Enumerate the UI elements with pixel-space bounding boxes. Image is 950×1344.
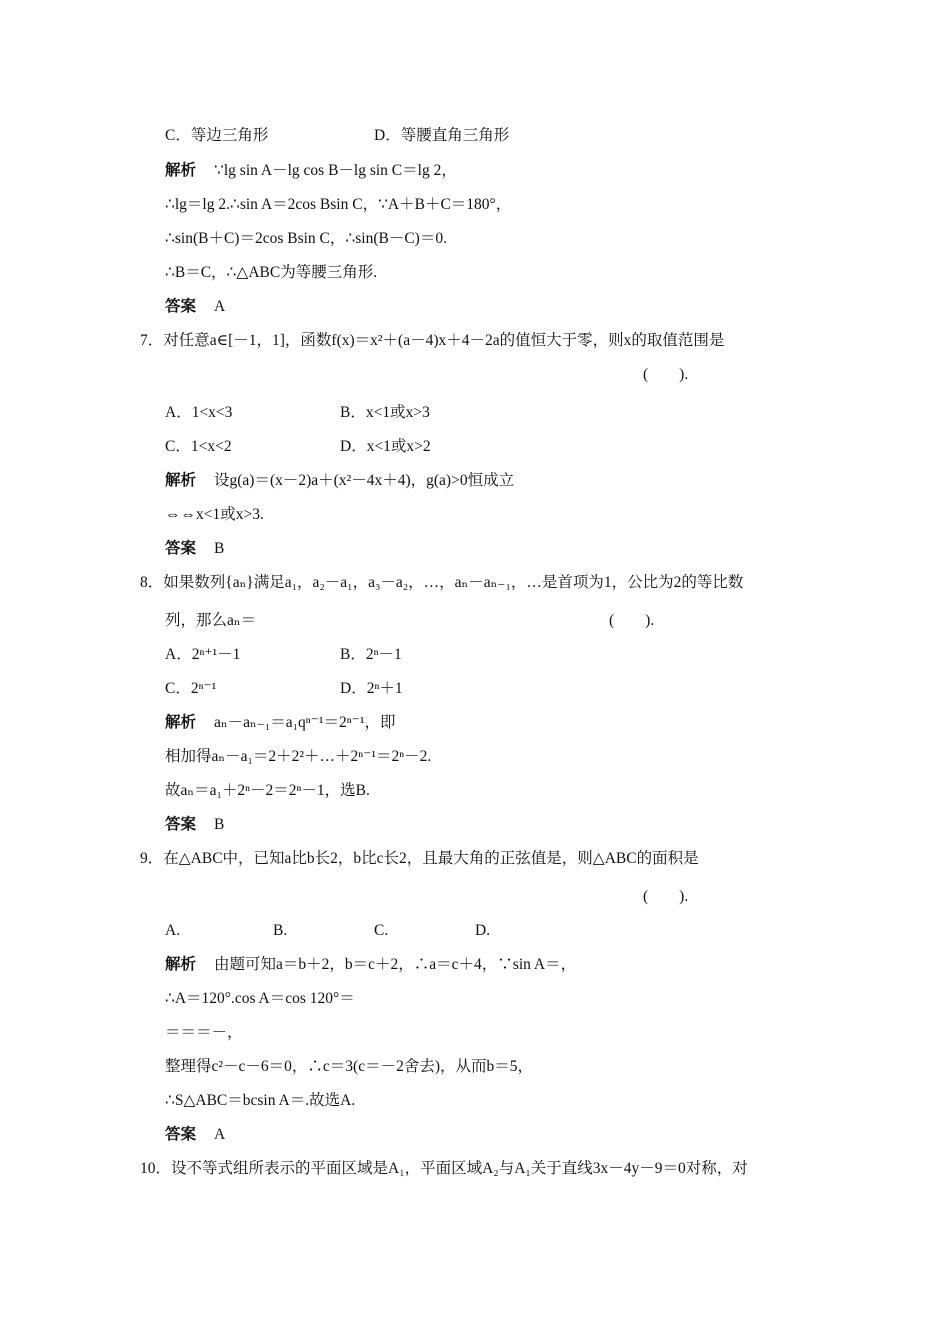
line-text: A．2ⁿ⁺¹－1 bbox=[165, 646, 241, 663]
line-text: C. bbox=[374, 922, 389, 939]
line-text: ∴S△ABC＝bcsin A＝.故选A. bbox=[165, 1092, 356, 1109]
text-line bbox=[140, 1158, 748, 1180]
text-line bbox=[340, 402, 430, 424]
text-line bbox=[165, 610, 256, 632]
text-line bbox=[340, 678, 403, 700]
text-line bbox=[140, 848, 699, 870]
line-text: D. bbox=[475, 922, 491, 939]
line-text: ∴sin(B＋C)＝2cos Bsin C，∴sin(B－C)＝0. bbox=[165, 230, 447, 247]
text-line bbox=[165, 160, 457, 182]
text-line bbox=[165, 814, 224, 836]
text-line bbox=[165, 402, 232, 424]
line-text: A bbox=[214, 1126, 226, 1143]
line-label: 答案 bbox=[165, 1126, 197, 1143]
line-text: 列，那么aₙ＝ bbox=[165, 612, 257, 629]
line-label: 答案 bbox=[165, 298, 197, 315]
line-text: ∵lg sin A－lg cos B－lg sin C＝lg 2， bbox=[214, 162, 457, 179]
line-text: B．x<1或x>3 bbox=[340, 404, 430, 421]
text-line bbox=[165, 1090, 355, 1112]
text-line bbox=[165, 436, 232, 458]
text-line bbox=[165, 262, 377, 284]
text-line bbox=[140, 572, 743, 594]
text-line bbox=[165, 712, 395, 734]
text-line bbox=[165, 125, 268, 147]
text-line bbox=[165, 746, 431, 768]
text-line bbox=[165, 678, 216, 700]
line-text: B．2ⁿ－1 bbox=[340, 646, 402, 663]
line-label: 解析 bbox=[165, 956, 197, 973]
text-line bbox=[165, 780, 370, 802]
line-label: 解析 bbox=[165, 714, 197, 731]
line-text: B bbox=[214, 540, 225, 557]
line-text: ∴A＝120°.cos A＝cos 120°＝ bbox=[165, 990, 355, 1007]
line-text: 9．在△ABC中，已知a比b长2，b比c长2，且最大角的正弦值是，则△ABC的面积是 bbox=[140, 850, 699, 867]
line-text: D．2ⁿ＋1 bbox=[340, 680, 403, 697]
line-text: A. bbox=[165, 922, 181, 939]
text-line bbox=[609, 610, 654, 632]
line-text: 由题可知a＝b＋2，b＝c＋2，∴a＝c＋4，∵sin A＝， bbox=[214, 956, 577, 973]
line-text: 故aₙ＝a₁＋2ⁿ－2＝2ⁿ－1，选B. bbox=[165, 782, 370, 799]
text-line bbox=[475, 920, 490, 942]
text-line bbox=[340, 644, 402, 666]
line-text: 8．如果数列{aₙ}满足a₁，a₂－a₁，a₃－a₂，…，aₙ－aₙ₋₁，…是首项为1，公比为2的等比数 bbox=[140, 574, 744, 591]
line-text: A．1<x<3 bbox=[165, 404, 233, 421]
line-label: 答案 bbox=[165, 816, 197, 833]
text-line bbox=[165, 1056, 533, 1078]
line-text: ∴lg＝lg 2.∴sin A＝2cos Bsin C，∵A＋B＋C＝180°， bbox=[165, 196, 512, 213]
text-line bbox=[165, 194, 511, 216]
text-line bbox=[643, 886, 688, 908]
line-text: A bbox=[214, 298, 226, 315]
line-text: D．x<1或x>2 bbox=[340, 438, 431, 455]
text-line bbox=[374, 125, 509, 147]
text-line bbox=[643, 364, 688, 386]
line-text: C．2ⁿ⁻¹ bbox=[165, 680, 217, 697]
text-line bbox=[165, 228, 447, 250]
text-line bbox=[273, 920, 287, 942]
line-label: 答案 bbox=[165, 540, 197, 557]
text-line bbox=[340, 436, 431, 458]
line-text: 整理得c²－c－6＝0，∴c＝3(c＝－2舍去)，从而b＝5， bbox=[165, 1058, 533, 1075]
line-text: ( ). bbox=[643, 366, 689, 383]
line-text: 相加得aₙ－a₁＝2＋2²＋…＋2ⁿ⁻¹＝2ⁿ－2. bbox=[165, 748, 432, 765]
line-text: ( ). bbox=[643, 888, 689, 905]
line-text: 7．对任意a∈[－1，1]，函数f(x)＝x²＋(a－4)x＋4－2a的值恒大于零，则x的取值范围是 bbox=[140, 332, 725, 349]
text-line bbox=[165, 644, 240, 666]
text-line bbox=[165, 954, 576, 976]
text-line bbox=[165, 504, 264, 526]
line-text: ( ). bbox=[609, 612, 655, 629]
line-text: ∴B＝C，∴△ABC为等腰三角形. bbox=[165, 264, 378, 281]
line-text: D．等腰直角三角形 bbox=[374, 127, 510, 144]
line-text: B bbox=[214, 816, 225, 833]
text-line bbox=[165, 538, 224, 560]
text-line bbox=[165, 470, 514, 492]
line-text: C．等边三角形 bbox=[165, 127, 269, 144]
text-line bbox=[165, 1124, 225, 1146]
text-line bbox=[165, 1022, 243, 1044]
line-text: ⇔⇔x<1或x>3. bbox=[165, 506, 264, 523]
text-line bbox=[140, 330, 724, 352]
line-text: 设g(a)＝(x－2)a＋(x²－4x＋4)，g(a)>0恒成立 bbox=[214, 472, 515, 489]
line-text: ＝＝＝－， bbox=[165, 1024, 243, 1041]
text-line bbox=[165, 296, 225, 318]
line-text: aₙ－aₙ₋₁＝a₁qⁿ⁻¹＝2ⁿ⁻¹，即 bbox=[214, 714, 396, 731]
line-label: 解析 bbox=[165, 162, 197, 179]
line-text: B. bbox=[273, 922, 288, 939]
text-line bbox=[374, 920, 388, 942]
line-text: 10．设不等式组所表示的平面区域是A₁，平面区域A₂与A₁关于直线3x－4y－9＝0对称，对 bbox=[140, 1160, 748, 1177]
text-line bbox=[165, 920, 180, 942]
text-line bbox=[165, 988, 355, 1010]
line-label: 解析 bbox=[165, 472, 197, 489]
line-text: C．1<x<2 bbox=[165, 438, 232, 455]
